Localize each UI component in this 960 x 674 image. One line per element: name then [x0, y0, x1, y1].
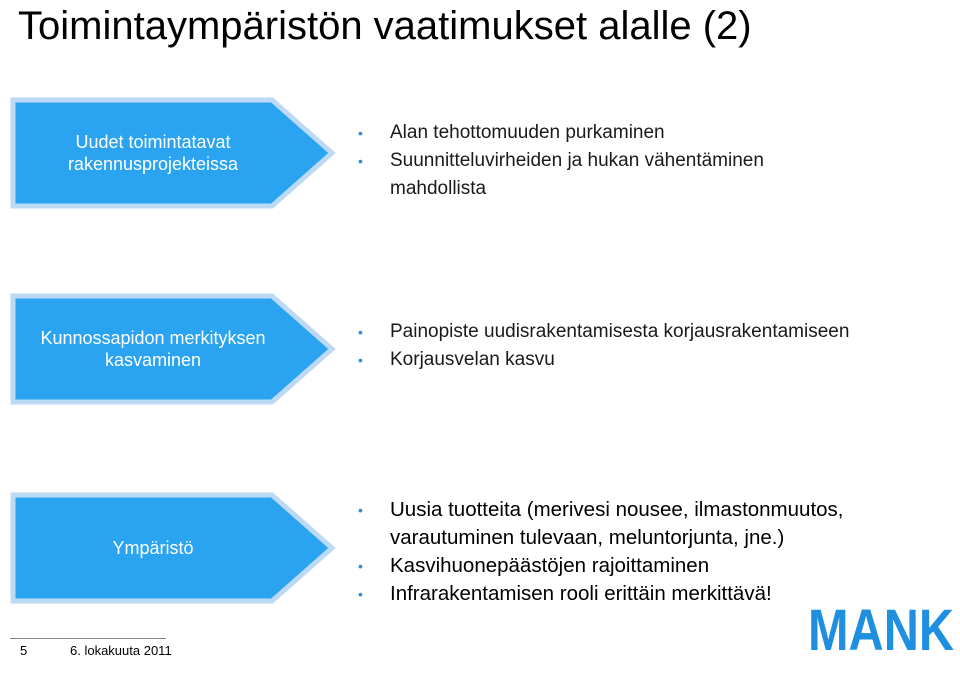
- list-item: • Korjausvelan kasvu: [358, 346, 849, 374]
- list-item: • Kasvihuonepäästöjen rajoittaminen: [358, 552, 920, 580]
- bullet-list: [358, 119, 850, 203]
- mank-logo: [808, 604, 954, 659]
- page-number: 5: [20, 643, 28, 658]
- chevron-new-practices: [10, 97, 330, 209]
- chevron-label: Ympäristö: [112, 538, 194, 558]
- footer-divider: [10, 638, 166, 639]
- bullet-icon: •: [358, 586, 363, 602]
- list-item: • Alan tehottomuuden purkaminen: [358, 119, 850, 147]
- footer-date: 6. lokakuuta 2011: [70, 643, 172, 658]
- list-item: • Suunnitteluvirheiden ja hukan vähentäminen mahdollista: [358, 147, 850, 203]
- list-item: • Uusia tuotteita (merivesi nousee, ilmastonmuutos, varautuminen tulevaan, meluntorjunta, jne.): [358, 498, 844, 549]
- list-item: • Infrarakentamisen rooli erittäin merkittävä!: [358, 580, 920, 608]
- bullet-icon: •: [358, 558, 363, 574]
- chevron-maintenance: [10, 293, 330, 405]
- bullet-list: [358, 496, 920, 608]
- bullet-icon: •: [358, 125, 363, 141]
- bullet-icon: •: [358, 352, 363, 368]
- bullet-icon: •: [358, 502, 363, 518]
- svg-text:MANK: MANK: [808, 604, 954, 654]
- bullet-icon: •: [358, 324, 363, 340]
- bullet-icon: •: [358, 153, 363, 169]
- chevron-label: Uudet toimintatavat rakennusprojekteissa: [67, 132, 239, 174]
- page-title: Toimintaympäristön vaatimukset alalle (2): [18, 4, 752, 48]
- chevron-environment: [10, 492, 330, 604]
- bullet-list: [358, 318, 849, 374]
- list-item: • Painopiste uudisrakentamisesta korjausrakentamiseen: [358, 318, 849, 346]
- chevron-label: Kunnossapidon merkityksen kasvaminen: [40, 328, 266, 370]
